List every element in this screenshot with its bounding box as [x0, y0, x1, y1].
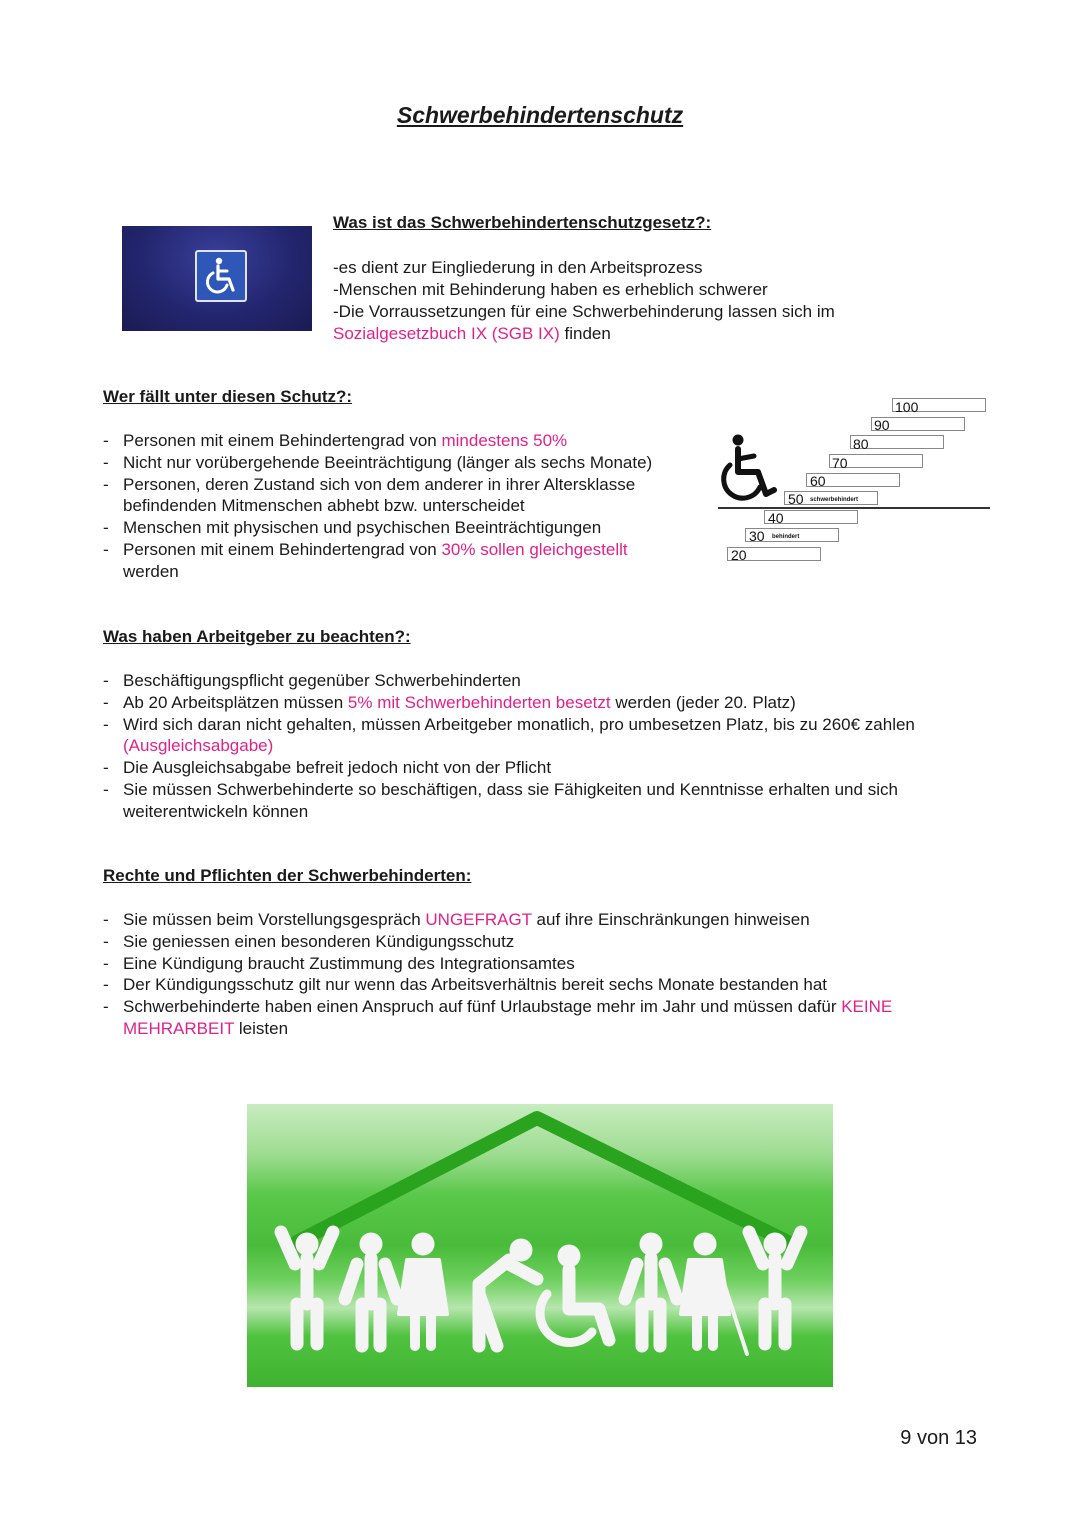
list-item: - Beschäftigungspflicht gegenüber Schwerbehinderten	[103, 670, 993, 692]
page-title: Schwerbehindertenschutz	[396, 102, 684, 128]
law-reference: Sozialgesetzbuch IX (SGB IX)	[333, 324, 560, 343]
list-item: - Der Kündigungsschutz gilt nur wenn das Arbeitsverhältnis bereit sechs Monate bestanden hat	[103, 974, 973, 996]
heading-rights: Rechte und Pflichten der Schwerbehinderten:	[103, 866, 472, 885]
what-text	[333, 257, 835, 345]
wheelchair-sign-image	[122, 226, 312, 331]
list-item: - Ab 20 Arbeitsplätzen müssen 5% mit Schwerbehinderten besetzt werden (jeder 20. Platz)	[103, 692, 993, 714]
list-item: - Sie geniessen einen besonderen Kündigungsschutz	[103, 931, 973, 953]
what-line: -Die Vorraussetzungen für eine Schwerbehinderung lassen sich im	[333, 302, 835, 321]
what-line: Sozialgesetzbuch IX (SGB IX) finden	[333, 324, 611, 343]
step-label-70: 70	[832, 455, 848, 471]
heading-employers: Was haben Arbeitgeber zu beachten?:	[103, 627, 411, 646]
list-item: - Personen mit einem Behindertengrad von 30% sollen gleichgestellt werden	[103, 539, 668, 583]
step-label-50: 50	[788, 491, 804, 507]
list-item: - Eine Kündigung braucht Zustimmung des Integrationsamtes	[103, 953, 973, 975]
step-label-30: 30	[749, 528, 765, 544]
employers-list	[103, 670, 993, 823]
list-item: - Sie müssen beim Vorstellungsgespräch UNGEFRAGT auf ihre Einschränkungen hinweisen	[103, 909, 973, 931]
step-label-80: 80	[853, 436, 869, 452]
house-people-illustration	[247, 1104, 833, 1387]
step-label-40: 40	[768, 510, 784, 526]
step-label-60: 60	[810, 473, 826, 489]
list-item: - Wird sich daran nicht gehalten, müssen Arbeitgeber monatlich, pro umbesetzen Platz, bis zu 260€ zahlen (Ausgleichsabgabe)	[103, 714, 993, 758]
list-item: - Schwerbehinderte haben einen Anspruch auf fünf Urlaubstage mehr im Jahr und müssen dafür KEINE MEHRARBEIT leisten	[103, 996, 963, 1040]
wheelchair-sign-icon	[195, 250, 247, 302]
heading-what: Was ist das Schwerbehindertenschutzgesetz?:	[333, 213, 712, 232]
step-label-90: 90	[874, 417, 890, 433]
step-note-50: schwerbehindert	[810, 497, 859, 503]
staircase-baseline	[718, 507, 990, 509]
list-item: - Menschen mit physischen und psychischen Beeinträchtigungen	[103, 517, 703, 539]
disability-degree-staircase	[714, 394, 994, 570]
step-label-100: 100	[895, 399, 919, 415]
rights-list	[103, 909, 973, 1040]
list-item: - Personen, deren Zustand sich von dem anderer in ihrer Altersklasse befindenden Mitmenschen abhebt bzw. unterscheidet	[103, 474, 703, 518]
list-item: - Die Ausgleichsabgabe befreit jedoch nicht von der Pflicht	[103, 757, 993, 779]
step-label-20: 20	[731, 547, 747, 563]
page-number: 9 von 13	[900, 1427, 977, 1449]
heading-who: Wer fällt unter diesen Schutz?:	[103, 387, 353, 406]
what-line: -es dient zur Eingliederung in den Arbeitsprozess	[333, 258, 703, 277]
who-list	[103, 430, 703, 583]
list-item: - Sie müssen Schwerbehinderte so beschäftigen, dass sie Fähigkeiten und Kenntnisse erhalten und sich weiterentwickeln können	[103, 779, 973, 823]
wheelchair-person-icon	[718, 432, 784, 504]
what-line: -Menschen mit Behinderung haben es erheblich schwerer	[333, 280, 768, 299]
list-item: - Nicht nur vorübergehende Beeinträchtigung (länger als sechs Monate)	[103, 452, 703, 474]
list-item: - Personen mit einem Behindertengrad von mindestens 50%	[103, 430, 703, 452]
step-note-30: behindert	[772, 534, 800, 540]
